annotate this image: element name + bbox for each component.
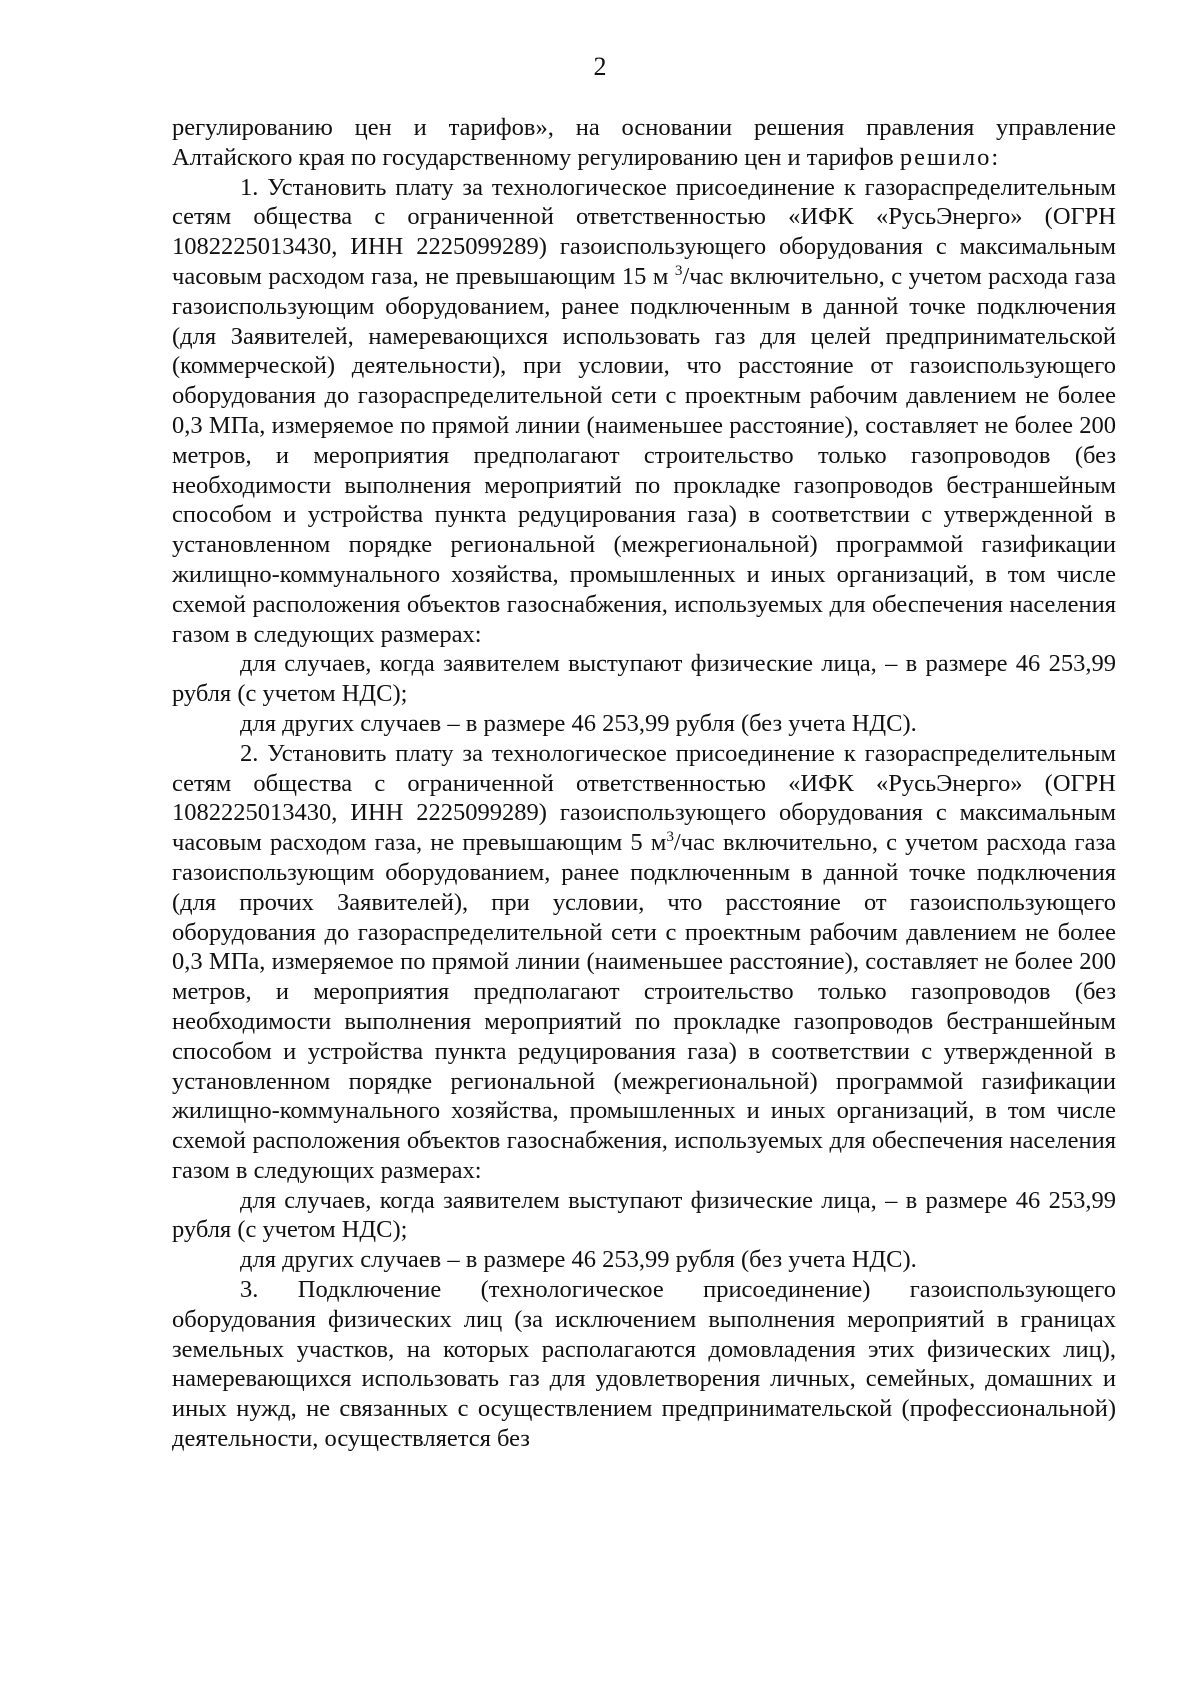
clause-1-other: для других случаев – в размере 46 253,99 рубля (без учета НДС). <box>240 709 917 737</box>
clause-2 <box>172 739 1116 1186</box>
clause-1-superscript: 3 <box>674 261 683 279</box>
document-body <box>172 113 1116 1454</box>
clause-2-text-a: 2. Установить плату за технологическое присоединение к газораспределительным сетям общества с ограниченной ответственностью «ИФК «РусьЭнерго» (ОГРН 1082225013430, ИНН 2225099289) газоиспользующего оборудования с максимальным часовым расходом газа, не превышающим 5 м <box>172 739 1116 857</box>
clause-1-text-a: 1. Установить плату за технологическое присоединение к газораспределительным сетям общества с ограниченной ответственностью «ИФК «РусьЭнерго» (ОГРН 1082225013430, ИНН 2225099289) газоиспользующего оборудования с максимальным часовым расходом газа, не превышающим 15 м <box>172 173 1116 290</box>
clause-1 <box>172 173 1116 650</box>
clause-1-text-b: /час включительно, с учетом расхода газа газоиспользующим оборудованием, ранее подключенным в данной точке подключения (для Заявителей, намеревающихся использовать газ для целей предпринимательской (коммерческой) деятельности), при условии, что расстояние от газоиспользующего оборудования до газораспределительной сети с проектным рабочим давлением не более 0,3 МПа, измеряемое по прямой линии (наименьшее расстояние), составляет не более 200 метров, и мероприятия предполагают строительство только газопроводов (без необходимости выполнения мероприятий по прокладке газопроводов бестраншейным способом и устройства пункта редуцирования газа) в соответствии с утвержденной в установленном порядке региональной (межрегиональной) программой газификации жилищно-коммунального хозяйства, промышленных и иных организаций, в том числе схемой расположения объектов газоснабжения, используемых для обеспечения населения газом в следующих размерах: <box>172 262 1116 648</box>
decision-word: решило: <box>899 143 1001 171</box>
clause-2-text-b: /час включительно, с учетом расхода газа газоиспользующим оборудованием, ранее подключенным в данной точке подключения (для прочих Заявителей), при условии, что расстояние от газоиспользующего оборудования до газораспределительной сети с проектным рабочим давлением не более 0,3 МПа, измеряемое по прямой линии (наименьшее расстояние), составляет не более 200 метров, и мероприятия предполагают строительство только газопроводов (без необходимости выполнения мероприятий по прокладке газопроводов бестраншейным способом и устройства пункта редуцирования газа) в соответствии с утвержденной в установленном порядке региональной (межрегиональной) программой газификации жилищно-коммунального хозяйства, промышленных и иных организаций, в том числе схемой расположения объектов газоснабжения, используемых для обеспечения населения газом в следующих размерах: <box>172 829 1116 1184</box>
clause-2-superscript: 3 <box>666 827 674 845</box>
clause-1-individuals: для случаев, когда заявителем выступают физические лица, – в размере 46 253,99 рубля (с учетом НДС); <box>172 650 1116 708</box>
intro-text: регулированию цен и тарифов», на основании решения правления управление Алтайского края по государственному регулированию цен и тарифов <box>172 114 1116 171</box>
clause-2-other: для других случаев – в размере 46 253,99 рубля (без учета НДС). <box>240 1246 917 1274</box>
clause-3: 3. Подключение (технологическое присоединение) газоиспользующего оборудования физических лиц (за исключением выполнения мероприятий в границах земельных участков, на которых располагаются домовладения этих физических лиц), намеревающихся использовать газ для удовлетворения личных, семейных, домашних и иных нужд, не связанных с осуществлением предпринимательской (профессиональной) деятельности, осуществляется без <box>172 1276 1116 1453</box>
clause-2-individuals: для случаев, когда заявителем выступают физические лица, – в размере 46 253,99 рубля (с учетом НДС); <box>172 1186 1116 1244</box>
page-number: 2 <box>593 52 607 81</box>
intro-paragraph <box>172 113 1116 173</box>
